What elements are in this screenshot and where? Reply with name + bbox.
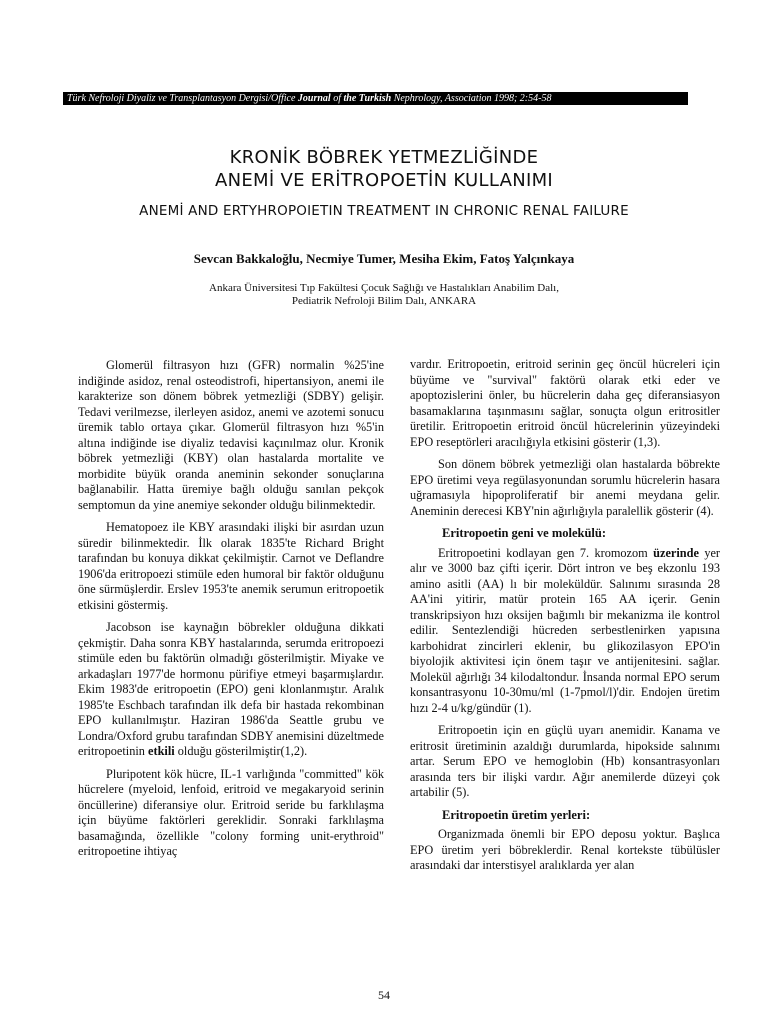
bold-word: üzerinde: [653, 545, 699, 560]
section-heading: Eritropoetin geni ve molekülü:: [442, 526, 607, 540]
journal-line-end: Nephrology, Association 1998; 2:54-58: [391, 93, 552, 104]
paragraph: Glomerül filtrasyon hızı (GFR) normalin %25'ine indiğinde asidoz, renal osteodistrofi, hipertansiyon, anemi ile karakterize son dönem böbrek yetmezliği (SDBY) gelişir. Tedavi verilmezse, ilerleyen asidoz, anemi ve azotemi sonucu üremik tablo ortaya çıkar. Glomerül filtrasyon hızı %5'in altına indiğinde ise diyaliz tedavisi kaçınılmaz olur. Kronik böbrek yetmezliği (KBY) olan hastalarda mortalite ve morbidite büyük oranda aneminin sekonder sonuçlarına bağlanabilir. Hatta üremiye bağlı olduğu sanılan pekçok semptomun da yine anemiye sekonder olduğu bilinmektedir.: [78, 358, 384, 512]
right-column: [410, 357, 720, 881]
paragraph: Son dönem böbrek yetmezliği olan hastalarda böbrekte EPO üretimi veya regülasyonundan sorumlu hücrelerin hasara uğramasıyla hipoproliferatif bir anemi meydana gelir. Aneminin derecesi KBY'nin ağırlığıyla paralellik gösterir (4).: [410, 457, 720, 518]
bold-word: etkili: [148, 744, 175, 758]
authors: Sevcan Bakkaloğlu, Necmiye Tumer, Mesiha Ekim, Fatoş Yalçınkaya: [193, 251, 575, 266]
paragraph: vardır. Eritropoetin, eritroid serinin geç öncül hücreleri için büyüme ve "survival" faktörü olarak etki eder ve apoptozislerini önler, bu hücrelerin daha geç diferansiasyon basamaklarına taşınmasını sağlar, sonuçta olgun eritrositler üretilir. Eritropoetin eritroid öncül hücrelerinin yüzeyindeki EPO reseptörleri aracılığıyla etkisini gösterir (1,3).: [410, 357, 720, 449]
journal-line-bold: Journal: [297, 93, 331, 104]
journal-header-bar: [63, 92, 688, 105]
paragraph: [410, 546, 720, 717]
paragraph-text: Eritropoetini kodlayan gen 7. kromozom: [438, 545, 648, 560]
page-number: 54: [378, 988, 390, 1002]
paragraph-text: yer alır ve 3000 baz çifti içerir. Dört intron ve beş ekzonlu 193 amino asitli (AA) lı bir moleküldür. Salınımı sırasında 28 AA'ini yitirir, matür protein 165 AA içerir. Genin transkripsiyon hızı oksijen bağımlı bir mekanizma ile kontrol edilir. Sentezlendiği hücreden serbestlenirken yapısına karbohidrat zincirleri eklenir, bu glikozilasyon EPO'in biyolojik aktivitesi için önem taşır ve antijenitesini. sağlar. Molekül ağırlığı 34 kilodaltondur. İnsanda normal EPO serum konsantrasyonu 10-30mu/ml (1-7pmol/l)'dir. Endojen üretim hızı 2-4 u/kg/gündür (1).: [410, 545, 721, 715]
journal-line-bold2: the Turkish: [343, 93, 392, 104]
paragraph-text: olduğu gösterilmiştir(1,2).: [177, 744, 308, 758]
paragraph: Organizmada önemli bir EPO deposu yoktur. Başlıca EPO üretim yeri böbreklerdir. Renal kortekste tübülüsler arasındaki dar interstisyel aralıklarda yer alan: [410, 827, 720, 872]
paragraph: Hematopoez ile KBY arasındaki ilişki bir asırdan uzun süredir bilinmektedir. İlk olarak 1835'te Richard Bright tarafından bu konuya dikkat çekilmiştir. Carnot ve Deflandre 1906'da eritropoezi stimüle eden humoral bir faktör olduğunu öne sürmüşlerdir. Erslev 1953'te anemik serumun eritropoetik etkisini göstermiş.: [78, 520, 384, 612]
paragraph: Pluripotent kök hücre, IL-1 varlığında "committed" kök hücrelere (myeloid, lenfoid, eritroid ve megakaryoid serinin öncüllerine) diferansiye olur. Eritroid seride bu farklılaşma için büyüme faktörleri gereklidir. Sonraki farklılaşma basamağında, özellikle "colony forming unit-erythroid" eritropoetine ihtiyaç: [78, 766, 384, 858]
english-title: ANEMİ AND ERTYHROPOIETIN TREATMENT IN CHRONIC RENAL FAILURE: [139, 203, 629, 219]
paragraph: Eritropoetin için en güçlü uyarı anemidir. Kanama ve eritrosit üretiminin azaldığı durumlarda, hipokside salınımı artar. Serum EPO ve hemoglobin (Hb) konsantrasyonları arasında ters bir ilişki vardır. Ağır anemilerde düzeyi çok artabilir (5).: [410, 723, 720, 799]
paragraph-text: Jacobson ise kaynağın böbrekler olduğuna dikkati çekmiştir. Daha sonra KBY hastalarında, serumda eritropoezi stimüle eden bu faktörün olmadığı gösterilmiştir. Miyake ve arkadaşları 1977'de hormonu pürifiye etmeyi başarmışlardır. Ekim 1983'de eritropoetin (EPO) geni klonlanmıştır. Aralık 1985'te Eschbach tarafından ilk defa bir hastada rekombinan EPO kullanılmıştır. Haziran 1986'da Seattle grubu ve Londra/Oxford grubu tarafından SDBY anemisini düzeltmede eritropoetinin: [78, 620, 384, 758]
journal-line-start: Türk Nefroloji Diyaliz ve Transplantasyon Dergisi/Office: [67, 93, 298, 104]
affiliation: [0, 282, 768, 308]
affiliation-line-2: Pediatrik Nefroloji Bilim Dalı, ANKARA: [291, 295, 477, 307]
article-title: [0, 146, 768, 192]
affiliation-line-1: Ankara Üniversitesi Tıp Fakültesi Çocuk Sağlığı ve Hastalıkları Anabilim Dalı,: [209, 282, 559, 294]
journal-line-mid: of: [330, 93, 344, 104]
section-heading: Eritropoetin üretim yerleri:: [442, 807, 591, 822]
paragraph: [78, 620, 384, 760]
title-line-1: KRONİK BÖBREK YETMEZLİĞİNDE: [229, 147, 539, 168]
title-line-2: ANEMİ VE ERİTROPOETİN KULLANIMI: [214, 170, 554, 191]
left-column: [78, 358, 384, 867]
